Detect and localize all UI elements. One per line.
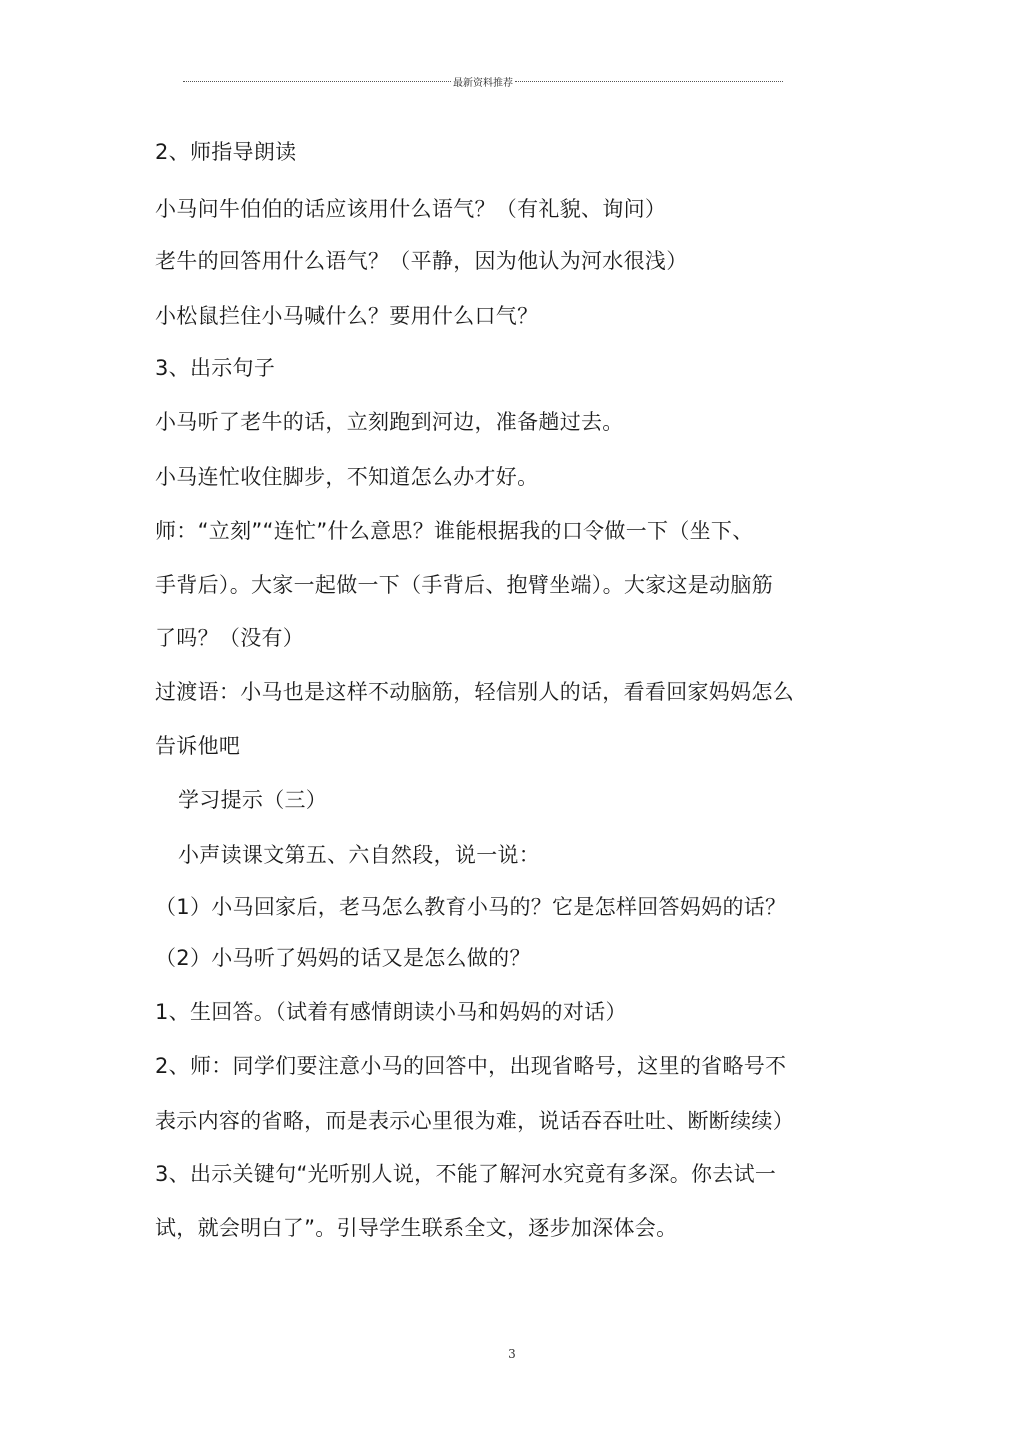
text-line: 小松鼠拦住小马喊什么？要用什么口气？ [155,304,539,328]
text-line: 手背后）。大家一起做一下（手背后、抱臂坐端）。大家这是动脑筋 [155,573,773,597]
header-dotted-rule-left [183,81,451,82]
text-line: 3、出示关键句“光听别人说，不能了解河水究竟有多深。你去试一 [155,1162,777,1186]
page-header [183,73,783,89]
header-label: 最新资料推荐 [453,77,513,89]
section-heading: 学习提示（三） [178,788,328,812]
text-line: 1、生回答。（试着有感情朗读小马和妈妈的对话） [155,1000,627,1024]
section-heading: 2、师指导朗读 [155,140,297,164]
header-dotted-rule-right [515,81,783,82]
list-item: （1）小马回家后，老马怎么教育小马的？它是怎样回答妈妈的话？ [155,895,787,919]
list-item: （2）小马听了妈妈的话又是怎么做的？ [155,946,531,970]
page-number: 3 [508,1347,516,1361]
text-line: 小声读课文第五、六自然段，说一说： [178,843,541,867]
text-line: 了吗？（没有） [155,626,305,650]
text-line: 师：“立刻”“连忙”什么意思？谁能根据我的口令做一下（坐下、 [155,519,754,543]
text-line: 小马听了老牛的话，立刻跑到河边，准备趟过去。 [155,410,624,434]
text-line: 试，就会明白了”。引导学生联系全文，逐步加深体会。 [155,1216,678,1240]
text-line: 小马问牛伯伯的话应该用什么语气？（有礼貌、询问） [155,197,667,221]
text-line: 过渡语：小马也是这样不动脑筋，轻信别人的话，看看回家妈妈怎么 [155,680,794,704]
section-heading: 3、出示句子 [155,356,276,380]
text-line: 老牛的回答用什么语气？（平静，因为他认为河水很浅） [155,249,688,273]
text-line: 小马连忙收住脚步，不知道怎么办才好。 [155,465,539,489]
text-line: 表示内容的省略，而是表示心里很为难，说话吞吞吐吐、断断续续） [155,1109,794,1133]
text-line: 2、师：同学们要注意小马的回答中，出现省略号，这里的省略号不 [155,1054,787,1078]
text-line: 告诉他吧 [155,734,241,758]
